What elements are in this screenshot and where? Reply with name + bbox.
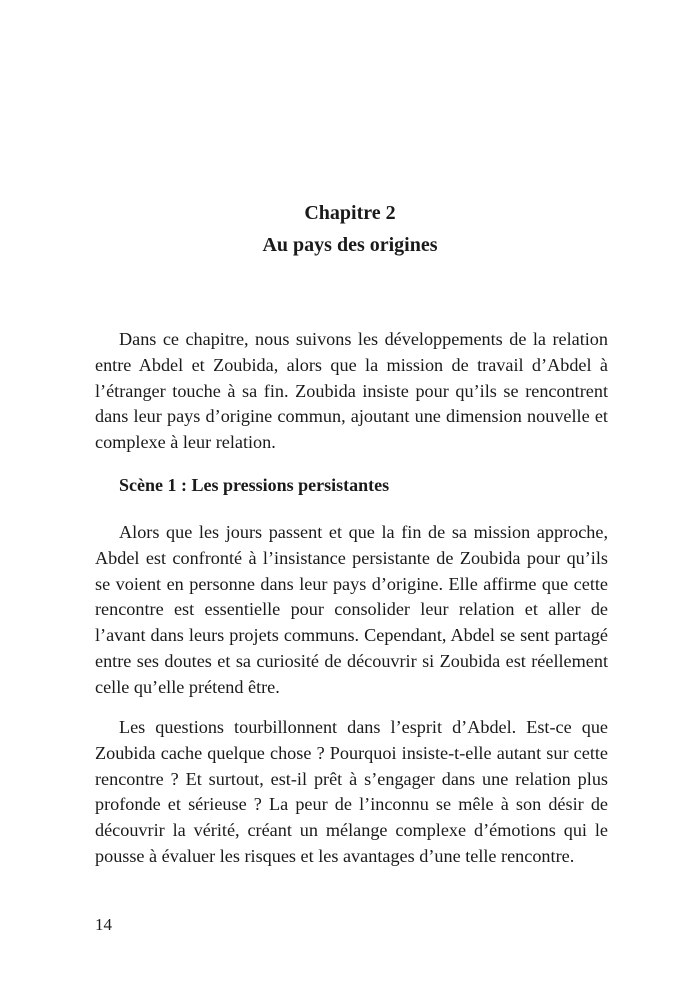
scene-title: Scène 1 : Les pressions persistantes bbox=[119, 475, 390, 495]
chapter-title: Au pays des origines bbox=[262, 234, 438, 256]
page-number: 14 bbox=[95, 915, 112, 934]
chapter-number: Chapitre 2 bbox=[304, 202, 396, 224]
intro-paragraph: Dans ce chapitre, nous suivons les développements de la relation entre Abdel et Zoubida, alors que la mission de travail d’Abdel à l’étranger touche à sa fin. Zoubida insiste pour qu’ils se rencontrent dans leur pays d’origine commun, ajoutant une dimension nouvelle et complexe à leur relation. bbox=[95, 329, 608, 453]
scene-paragraph-2: Les questions tourbillonnent dans l’esprit d’Abdel. Est-ce que Zoubida cache quelque chose ? Pourquoi insiste-t-elle autant sur cette rencontre ? Et surtout, est-il prêt à s’engager dans une relation plus profonde et sérieuse ? La peur de l’inconnu se mêle à son désir de découvrir la vérité, créant un mélange complexe d’émotions qui le pousse à évaluer les risques et les avantages d’une telle rencontre. bbox=[95, 717, 608, 866]
chapter-heading bbox=[0, 197, 700, 261]
scene-paragraph-1: Alors que les jours passent et que la fin de sa mission approche, Abdel est confronté à l’insistance persistante de Zoubida pour qu’ils se voient en personne dans leur pays d’origine. Elle affirme que cette rencontre est essentielle pour consolider leur relation et aller de l’avant dans leurs projets communs. Cependant, Abdel se sent partagé entre ses doutes et sa curiosité de découvrir si Zoubida est réellement celle qu’elle prétend être. bbox=[95, 522, 608, 697]
